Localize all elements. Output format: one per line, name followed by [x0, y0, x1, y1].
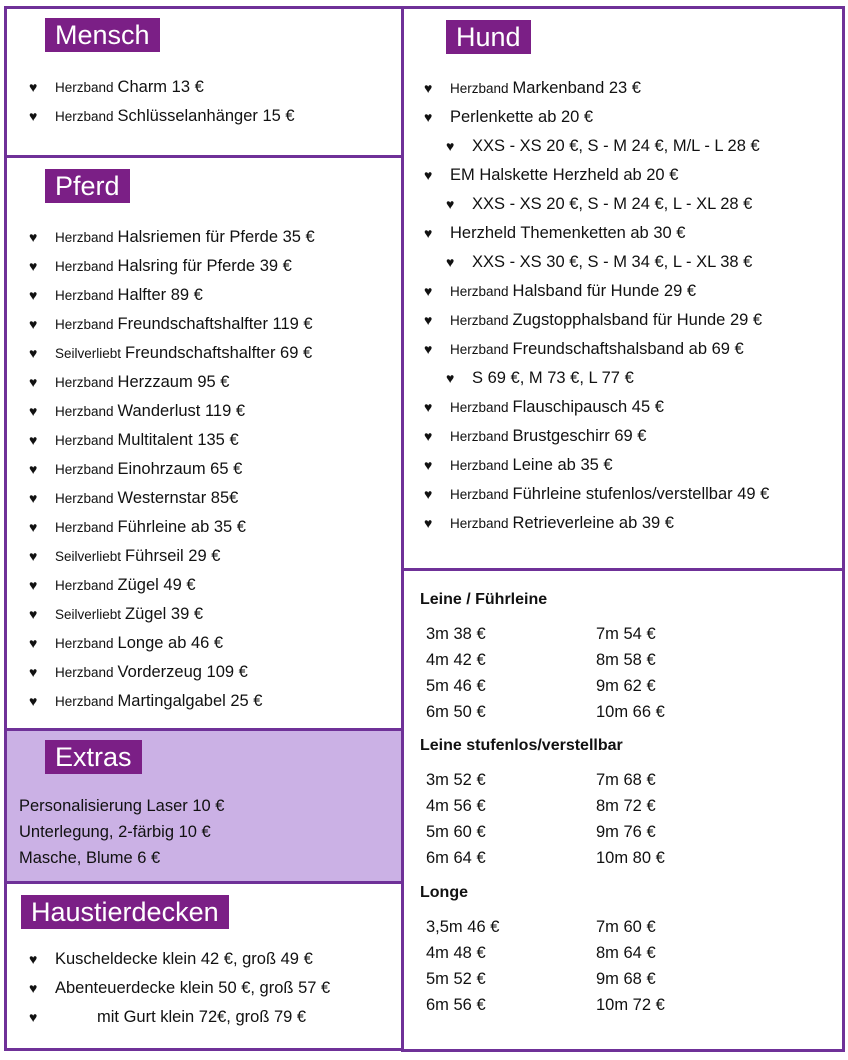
leine-price-table: [426, 621, 806, 725]
list-item: [29, 542, 395, 571]
item-text: Markenband 23 €: [512, 79, 641, 97]
item-text: Halsring für Pferde 39 €: [117, 257, 292, 275]
item-text: Herzzaum 95 €: [117, 373, 230, 391]
item-text: Freundschaftshalsband ab 69 €: [512, 340, 744, 358]
list-item: [424, 248, 836, 277]
price-row: [426, 699, 806, 725]
price-cell: 10m 80 €: [596, 849, 665, 867]
list-item: [29, 368, 395, 397]
list-item: [424, 364, 836, 393]
heart-icon: ♥: [424, 167, 433, 183]
list-item: [424, 219, 836, 248]
price-cell: 5m 60 €: [426, 823, 486, 841]
heart-icon: ♥: [29, 403, 38, 419]
list-item: [29, 281, 395, 310]
pferd-list: [29, 223, 395, 716]
price-cell: 6m 64 €: [426, 849, 486, 867]
item-text: Freundschaftshalfter 69 €: [125, 344, 313, 362]
heart-icon: ♥: [424, 225, 433, 241]
item-prefix: Herzband: [55, 694, 114, 709]
item-text: Multitalent 135 €: [117, 431, 239, 449]
list-item: [29, 484, 395, 513]
list-item: [29, 687, 395, 716]
item-prefix: Herzband: [450, 458, 509, 473]
list-item: [29, 658, 395, 687]
heart-icon: ♥: [29, 577, 38, 593]
item-text: Halsriemen für Pferde 35 €: [117, 228, 315, 246]
heart-icon: ♥: [29, 951, 38, 967]
list-item: [424, 451, 836, 480]
price-cell: 9m 62 €: [596, 677, 656, 695]
list-item: [29, 102, 395, 131]
price-cell: 10m 72 €: [596, 996, 665, 1014]
mensch-section: [4, 6, 404, 158]
list-item: [29, 629, 395, 658]
list-item: [29, 571, 395, 600]
price-row: [426, 819, 806, 845]
item-prefix: Herzband: [55, 404, 114, 419]
hund-list: [424, 74, 836, 538]
price-row: [426, 793, 806, 819]
item-prefix: Herzband: [450, 81, 509, 96]
heart-icon: ♥: [29, 1009, 38, 1025]
price-cell: 9m 68 €: [596, 970, 656, 988]
item-prefix: Herzband: [55, 520, 114, 535]
extras-line: Personalisierung Laser 10 €: [19, 797, 225, 815]
list-item: [424, 393, 836, 422]
list-item: [29, 426, 395, 455]
heart-icon: ♥: [29, 635, 38, 651]
price-cell: 7m 60 €: [596, 918, 656, 936]
item-text: Zügel 39 €: [125, 605, 204, 623]
price-row: [426, 621, 806, 647]
price-row: [426, 966, 806, 992]
item-text: Brustgeschirr 69 €: [512, 427, 647, 445]
item-prefix: Herzband: [55, 578, 114, 593]
item-text: Retrieverleine ab 39 €: [512, 514, 674, 532]
item-text: XXS - XS 20 €, S - M 24 €, M/L - L 28 €: [472, 137, 760, 155]
heart-icon: ♥: [29, 980, 38, 996]
haustierdecken-title: Haustierdecken: [21, 895, 229, 929]
item-prefix: Herzband: [450, 342, 509, 357]
heart-icon: ♥: [29, 79, 38, 95]
item-prefix: Herzband: [450, 429, 509, 444]
prices-section: [401, 568, 845, 1052]
mensch-title: Mensch: [45, 18, 160, 52]
item-prefix: Herzband: [55, 636, 114, 651]
list-item: [29, 513, 395, 542]
list-item: [424, 190, 836, 219]
price-cell: 5m 46 €: [426, 677, 486, 695]
item-text: Schlüsselanhänger 15 €: [117, 107, 295, 125]
item-text: mit Gurt klein 72€, groß 79 €: [97, 1008, 307, 1026]
heart-icon: ♥: [446, 370, 455, 386]
item-prefix: Herzband: [55, 80, 114, 95]
item-text: Herzheld Themenketten ab 30 €: [450, 224, 686, 242]
list-item: [29, 397, 395, 426]
heart-icon: ♥: [424, 486, 433, 502]
item-prefix: Herzband: [450, 284, 509, 299]
item-prefix: Herzband: [55, 491, 114, 506]
heart-icon: ♥: [29, 461, 38, 477]
list-item: [424, 306, 836, 335]
price-cell: 8m 64 €: [596, 944, 656, 962]
heart-icon: ♥: [424, 457, 433, 473]
haustierdecken-list: [29, 945, 395, 1032]
pferd-section: [4, 155, 404, 731]
heart-icon: ♥: [424, 428, 433, 444]
extras-line: Masche, Blume 6 €: [19, 849, 161, 867]
leine-heading: Leine / Führleine: [420, 591, 548, 608]
item-text: Halsband für Hunde 29 €: [512, 282, 697, 300]
item-prefix: Herzband: [55, 259, 114, 274]
item-prefix: Herzband: [55, 665, 114, 680]
item-text: Führseil 29 €: [125, 547, 221, 565]
item-prefix: Seilverliebt: [55, 346, 122, 361]
price-cell: 6m 50 €: [426, 703, 486, 721]
item-prefix: Herzband: [55, 462, 114, 477]
item-text: Halfter 89 €: [117, 286, 203, 304]
item-text: Einohrzaum 65 €: [117, 460, 243, 478]
price-cell: 4m 42 €: [426, 651, 486, 669]
heart-icon: ♥: [424, 312, 433, 328]
item-prefix: Seilverliebt: [55, 607, 122, 622]
item-text: EM Halskette Herzheld ab 20 €: [450, 166, 679, 184]
heart-icon: ♥: [29, 693, 38, 709]
item-text: XXS - XS 30 €, S - M 34 €, L - XL 38 €: [472, 253, 753, 271]
item-prefix: Herzband: [450, 516, 509, 531]
price-row: [426, 673, 806, 699]
price-cell: 7m 68 €: [596, 771, 656, 789]
list-item: [29, 252, 395, 281]
heart-icon: ♥: [446, 254, 455, 270]
item-text: Martingalgabel 25 €: [117, 692, 263, 710]
price-cell: 5m 52 €: [426, 970, 486, 988]
item-text: Charm 13 €: [117, 78, 204, 96]
item-text: Wanderlust 119 €: [117, 402, 246, 420]
heart-icon: ♥: [29, 490, 38, 506]
list-item: [29, 339, 395, 368]
mensch-list: [29, 73, 395, 131]
stufenlos-heading: Leine stufenlos/verstellbar: [420, 737, 623, 754]
list-item: [424, 132, 836, 161]
item-text: Vorderzeug 109 €: [117, 663, 248, 681]
heart-icon: ♥: [29, 664, 38, 680]
item-text: Führleine stufenlos/verstellbar 49 €: [512, 485, 770, 503]
extras-section: [4, 728, 404, 884]
price-cell: 3,5m 46 €: [426, 918, 500, 936]
item-prefix: Herzband: [55, 433, 114, 448]
extras-line: Unterlegung, 2-färbig 10 €: [19, 823, 211, 841]
item-text: Zügel 49 €: [117, 576, 196, 594]
item-text: Leine ab 35 €: [512, 456, 613, 474]
extras-list: [19, 793, 224, 871]
list-item: [29, 974, 395, 1003]
heart-icon: ♥: [29, 519, 38, 535]
heart-icon: ♥: [424, 515, 433, 531]
heart-icon: ♥: [29, 229, 38, 245]
stufenlos-price-table: [426, 767, 806, 871]
heart-icon: ♥: [29, 606, 38, 622]
item-prefix: Herzband: [450, 400, 509, 415]
heart-icon: ♥: [29, 432, 38, 448]
item-text: Kuscheldecke klein 42 €, groß 49 €: [55, 950, 313, 968]
heart-icon: ♥: [446, 138, 455, 154]
list-item: [424, 480, 836, 509]
heart-icon: ♥: [424, 341, 433, 357]
price-cell: 9m 76 €: [596, 823, 656, 841]
item-text: Freundschaftshalfter 119 €: [117, 315, 313, 333]
list-item: [29, 310, 395, 339]
list-item: [424, 74, 836, 103]
item-text: S 69 €, M 73 €, L 77 €: [472, 369, 634, 387]
item-text: Zugstopphalsband für Hunde 29 €: [512, 311, 763, 329]
heart-icon: ♥: [29, 316, 38, 332]
price-row: [426, 914, 806, 940]
hund-title: Hund: [446, 20, 531, 54]
item-prefix: Herzband: [450, 487, 509, 502]
heart-icon: ♥: [424, 283, 433, 299]
heart-icon: ♥: [424, 399, 433, 415]
price-row: [426, 845, 806, 871]
item-prefix: Herzband: [55, 230, 114, 245]
price-cell: 7m 54 €: [596, 625, 656, 643]
list-item: [29, 223, 395, 252]
price-cell: 10m 66 €: [596, 703, 665, 721]
item-text: Perlenkette ab 20 €: [450, 108, 594, 126]
price-cell: 8m 72 €: [596, 797, 656, 815]
item-prefix: Herzband: [55, 375, 114, 390]
price-row: [426, 767, 806, 793]
item-text: XXS - XS 20 €, S - M 24 €, L - XL 28 €: [472, 195, 753, 213]
list-item: [29, 600, 395, 629]
heart-icon: ♥: [29, 345, 38, 361]
item-prefix: Herzband: [55, 109, 114, 124]
price-cell: 3m 52 €: [426, 771, 486, 789]
list-item: [29, 1003, 395, 1032]
list-item: [424, 277, 836, 306]
heart-icon: ♥: [29, 374, 38, 390]
list-item: [29, 455, 395, 484]
price-cell: 4m 48 €: [426, 944, 486, 962]
price-cell: 4m 56 €: [426, 797, 486, 815]
list-item: [424, 509, 836, 538]
heart-icon: ♥: [29, 108, 38, 124]
heart-icon: ♥: [29, 548, 38, 564]
heart-icon: ♥: [29, 287, 38, 303]
heart-icon: ♥: [424, 80, 433, 96]
list-item: [29, 73, 395, 102]
price-row: [426, 940, 806, 966]
item-prefix: Herzband: [55, 288, 114, 303]
heart-icon: ♥: [29, 258, 38, 274]
item-prefix: Herzband: [55, 317, 114, 332]
list-item: [424, 161, 836, 190]
item-text: Flauschipausch 45 €: [512, 398, 664, 416]
pferd-title: Pferd: [45, 169, 130, 203]
heart-icon: ♥: [446, 196, 455, 212]
item-text: Westernstar 85€: [117, 489, 239, 507]
list-item: [424, 335, 836, 364]
extras-title: Extras: [45, 740, 142, 774]
item-prefix: Seilverliebt: [55, 549, 122, 564]
list-item: [29, 945, 395, 974]
item-text: Longe ab 46 €: [117, 634, 224, 652]
item-prefix: Herzband: [450, 313, 509, 328]
longe-heading: Longe: [420, 884, 468, 901]
price-row: [426, 647, 806, 673]
haustierdecken-section: [4, 881, 404, 1051]
item-text: Führleine ab 35 €: [117, 518, 246, 536]
list-item: [424, 422, 836, 451]
price-cell: 6m 56 €: [426, 996, 486, 1014]
item-text: Abenteuerdecke klein 50 €, groß 57 €: [55, 979, 331, 997]
price-cell: 8m 58 €: [596, 651, 656, 669]
price-row: [426, 992, 806, 1018]
hund-section: [401, 6, 845, 571]
price-cell: 3m 38 €: [426, 625, 486, 643]
list-item: [424, 103, 836, 132]
heart-icon: ♥: [424, 109, 433, 125]
longe-price-table: [426, 914, 806, 1018]
